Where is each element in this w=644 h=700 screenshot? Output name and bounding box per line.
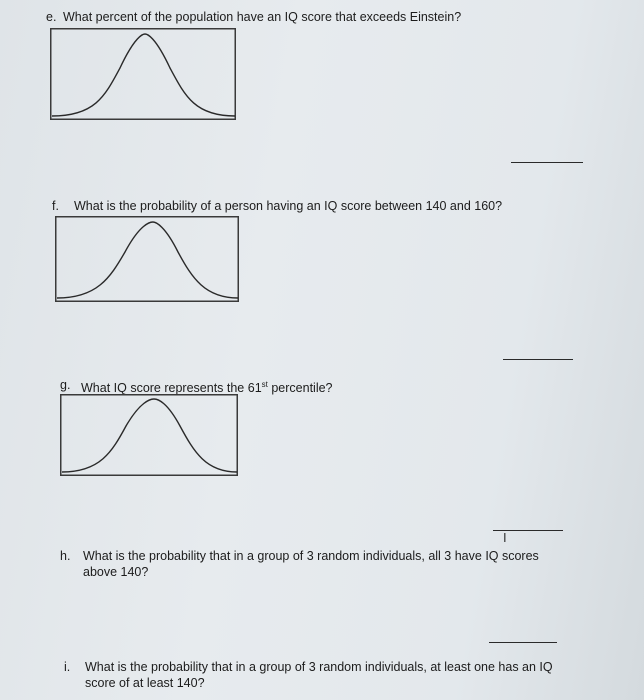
- answer-line-f[interactable]: [503, 359, 573, 360]
- question-text: What percent of the population have an IQ score that exceeds Einstein?: [63, 10, 462, 24]
- question-text-line2: score of at least 140?: [85, 676, 205, 690]
- question-text: What is the probability of a person having an IQ score between 140 and 160?: [74, 199, 503, 213]
- question-i: [64, 659, 624, 695]
- question-h: [60, 548, 620, 584]
- normal-curve-g: [60, 394, 238, 476]
- question-text-line2: above 140?: [83, 565, 149, 579]
- ordinal-suffix: st: [261, 380, 268, 389]
- question-e: [46, 9, 606, 29]
- normal-curve-e: [50, 28, 236, 120]
- question-text-line1: What is the probability that in a group of 3 random individuals, at least one has an IQ: [85, 660, 553, 674]
- answer-line-e[interactable]: [511, 162, 583, 163]
- question-letter: i.: [64, 660, 71, 674]
- question-letter: e.: [46, 10, 57, 24]
- question-f: [52, 198, 612, 218]
- question-text-line1: What is the probability that in a group of 3 random individuals, all 3 have IQ scores: [83, 549, 539, 563]
- question-letter: f.: [52, 199, 59, 213]
- question-letter: h.: [60, 549, 71, 563]
- question-text-end: percentile?: [267, 381, 333, 395]
- question-text-main: What IQ score represents the 61: [81, 381, 262, 395]
- normal-curve-f: [55, 216, 239, 302]
- text-cursor-icon: I: [503, 530, 507, 545]
- question-letter: g.: [60, 378, 71, 392]
- answer-line-h[interactable]: [489, 642, 557, 643]
